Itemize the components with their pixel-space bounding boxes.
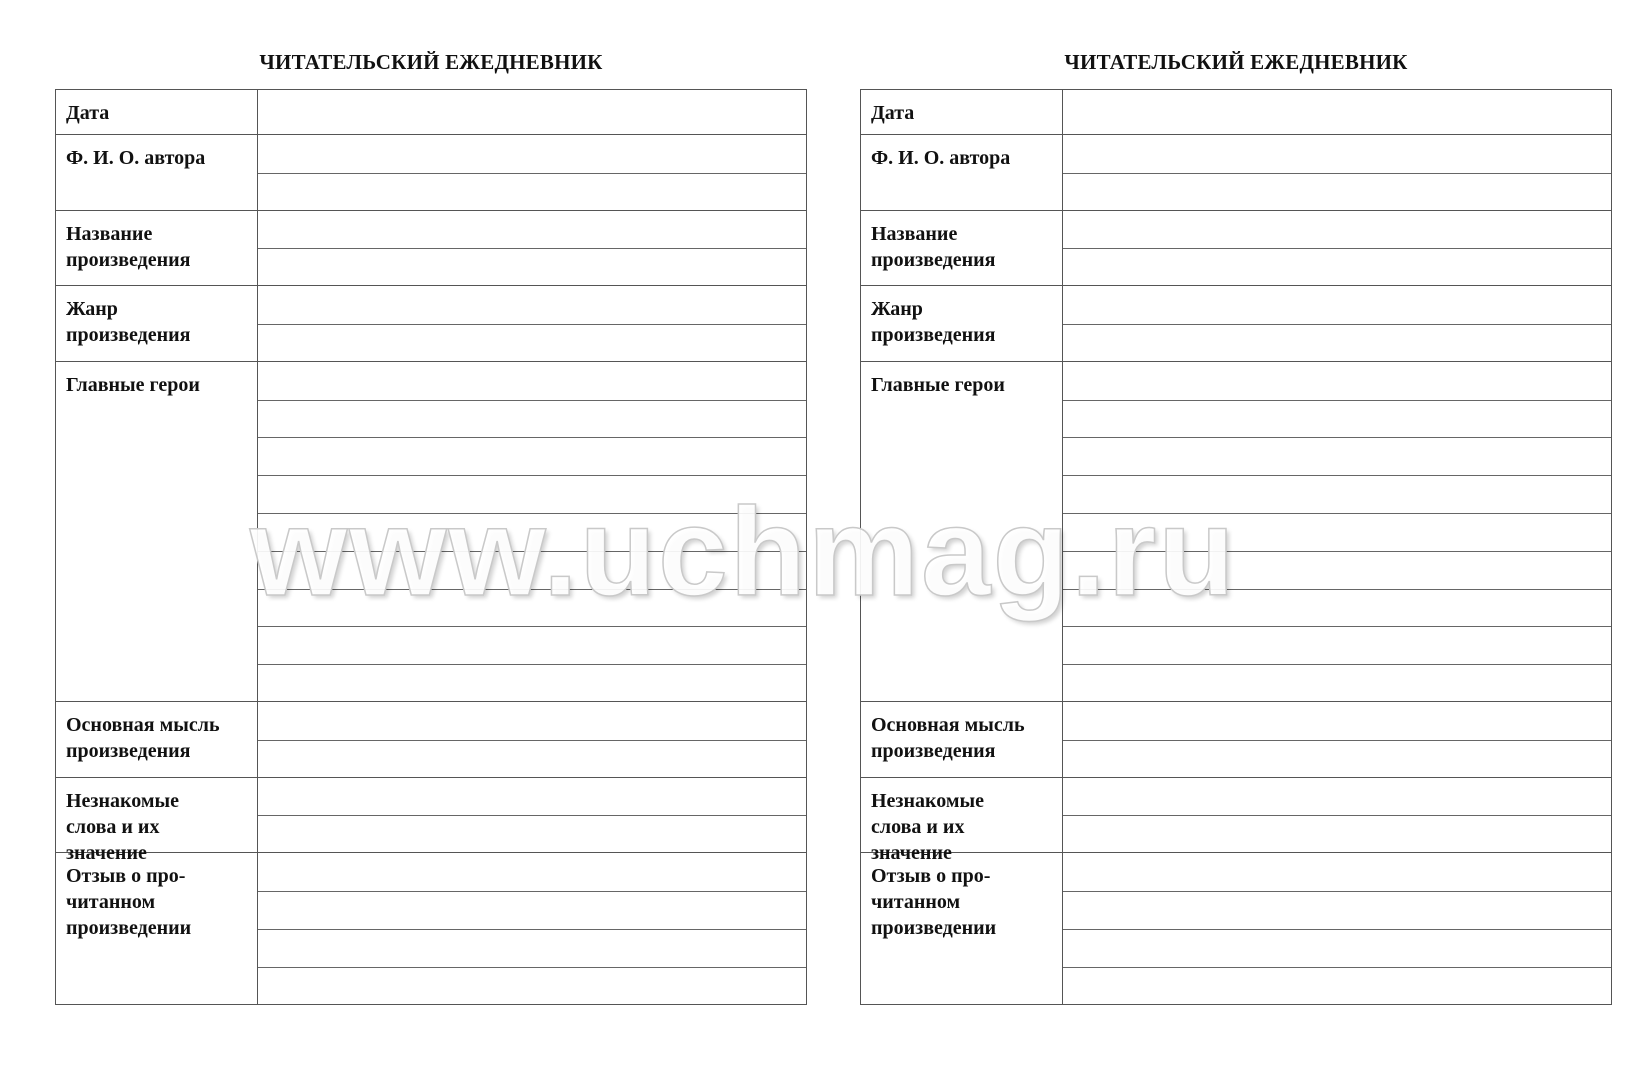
ruled-line — [258, 967, 806, 968]
ruled-line — [1063, 248, 1611, 249]
ruled-line — [1063, 437, 1611, 438]
field-label: Незнакомые слова и их значение — [56, 778, 258, 853]
ruled-line — [258, 324, 806, 325]
field-label: Основная мысль произведения — [56, 702, 258, 777]
ruled-line — [258, 589, 806, 590]
ruled-line — [258, 551, 806, 552]
field-main-idea — [56, 702, 806, 778]
field-unknown-words — [861, 778, 1611, 864]
field-label: Жанр произведения — [56, 286, 258, 361]
field-unknown-words — [56, 778, 806, 864]
ruled-line — [1063, 400, 1611, 401]
field-label: Дата — [861, 90, 1063, 134]
ruled-line — [258, 664, 806, 665]
page-title: ЧИТАТЕЛЬСКИЙ ЕЖЕДНЕВНИК — [1064, 50, 1408, 74]
field-date — [861, 90, 1611, 135]
ruled-line — [1063, 740, 1611, 741]
field-main-characters — [56, 362, 806, 702]
ruled-line — [1063, 513, 1611, 514]
ruled-line — [1063, 891, 1611, 892]
field-label: Главные герои — [56, 362, 258, 701]
field-title — [56, 211, 806, 287]
ruled-line — [258, 929, 806, 930]
field-author — [861, 135, 1611, 211]
ruled-line — [1063, 967, 1611, 968]
ruled-line — [1063, 815, 1611, 816]
field-review — [861, 853, 1611, 1004]
ruled-line — [1063, 324, 1611, 325]
ruled-line — [258, 248, 806, 249]
ruled-line — [258, 891, 806, 892]
field-label: Отзыв о про- читанном произведении — [861, 853, 1063, 1004]
diary-form — [860, 89, 1612, 1005]
page-title: ЧИТАТЕЛЬСКИЙ ЕЖЕДНЕВНИК — [259, 50, 603, 74]
ruled-line — [1063, 929, 1611, 930]
field-label: Ф. И. О. автора — [861, 135, 1063, 210]
watermark: www.uchmag.ru — [250, 483, 1237, 622]
field-main-idea — [861, 702, 1611, 778]
ruled-line — [258, 475, 806, 476]
field-genre — [56, 286, 806, 362]
field-label: Дата — [56, 90, 258, 134]
diary-form — [55, 89, 807, 1005]
ruled-line — [258, 400, 806, 401]
ruled-line — [258, 173, 806, 174]
field-author — [56, 135, 806, 211]
ruled-line — [258, 626, 806, 627]
field-label: Незнакомые слова и их значение — [861, 778, 1063, 853]
ruled-line — [1063, 626, 1611, 627]
ruled-line — [258, 513, 806, 514]
ruled-line — [1063, 173, 1611, 174]
ruled-line — [258, 740, 806, 741]
ruled-line — [258, 437, 806, 438]
field-label: Жанр произведения — [861, 286, 1063, 361]
ruled-line — [1063, 589, 1611, 590]
field-date — [56, 90, 806, 135]
ruled-line — [1063, 664, 1611, 665]
ruled-line — [1063, 475, 1611, 476]
field-label: Отзыв о про- читанном произведении — [56, 853, 258, 1004]
field-genre — [861, 286, 1611, 362]
field-label: Основная мысль произведения — [861, 702, 1063, 777]
ruled-line — [1063, 551, 1611, 552]
field-review — [56, 853, 806, 1004]
field-label: Главные герои — [861, 362, 1063, 701]
field-main-characters — [861, 362, 1611, 702]
field-title — [861, 211, 1611, 287]
ruled-line — [258, 815, 806, 816]
field-label: Название произведения — [861, 211, 1063, 286]
field-label: Ф. И. О. автора — [56, 135, 258, 210]
field-label: Название произведения — [56, 211, 258, 286]
